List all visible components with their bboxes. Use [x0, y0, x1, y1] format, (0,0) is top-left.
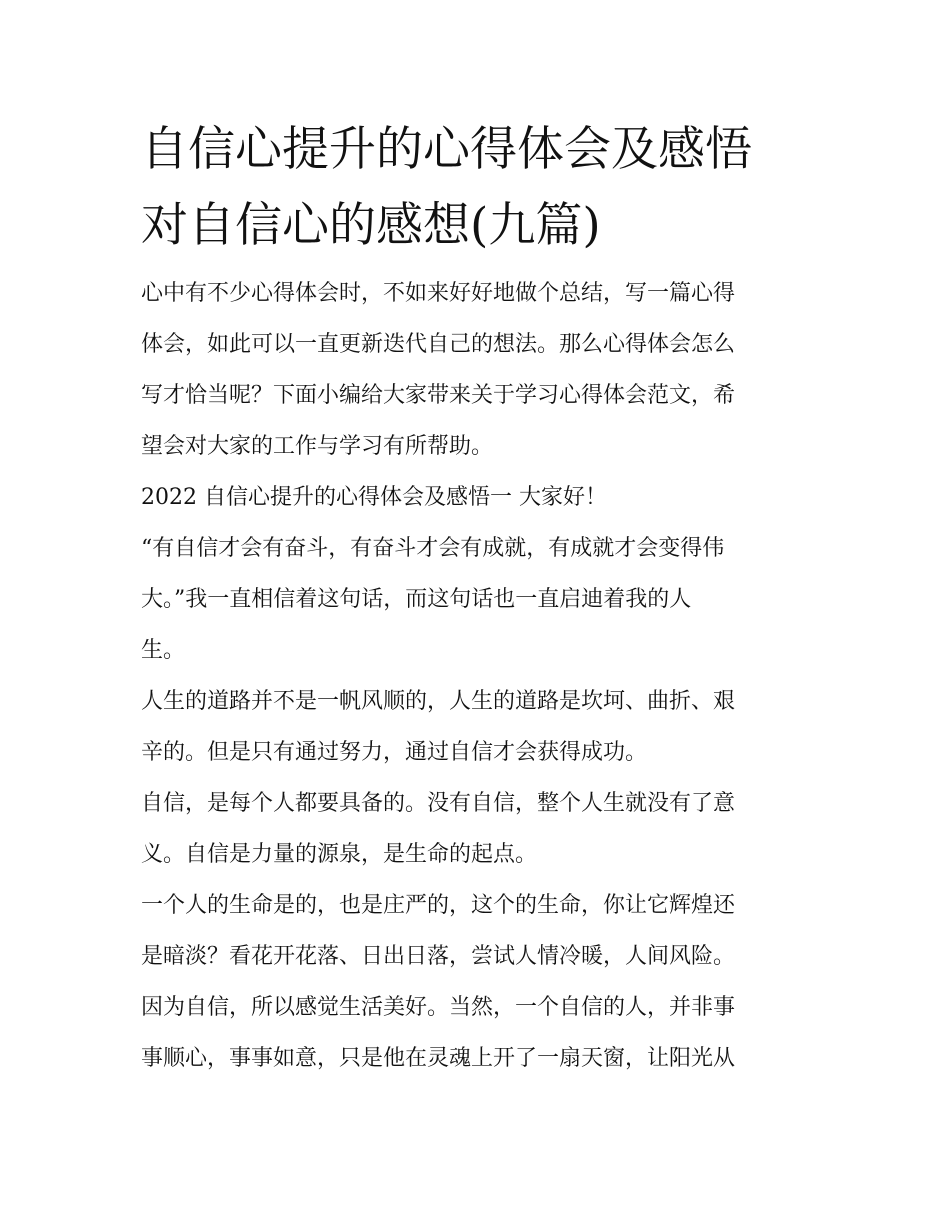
document-title — [141, 112, 813, 264]
text-line: 因为自信，所以感觉生活美好。当然，一个自信的人，并非事 — [141, 995, 736, 1020]
text-line: 写才恰当呢？下面小编给大家带来关于学习心得体会范文，希 — [141, 383, 736, 408]
text-line: 一个人的生命是的，也是庄严的，这个的生命，你让它辉煌还 — [141, 893, 736, 918]
title-line: 自信心提升的心得体会及感悟 — [141, 122, 752, 177]
quote-paragraph — [141, 523, 813, 676]
body-paragraph — [141, 880, 813, 1084]
text-line: 2022 自信心提升的心得体会及感悟一 大家好！ — [141, 485, 607, 510]
text-line: 体会，如此可以一直更新迭代自己的想法。那么心得体会怎么 — [141, 332, 736, 357]
body-paragraph — [141, 676, 813, 778]
text-line: 心中有不少心得体会时，不如来好好地做个总结，写一篇心得 — [141, 281, 736, 306]
text-line: 是暗淡？看花开花落、日出日落，尝试人情冷暖，人间风险。 — [141, 944, 736, 969]
text-line: 大。”我一直相信着这句话，而这句话也一直启迪着我的人 — [141, 587, 692, 612]
text-line: 望会对大家的工作与学习有所帮助。 — [141, 434, 494, 459]
text-line: “有自信才会有奋斗，有奋斗才会有成就，有成就才会变得伟 — [141, 536, 725, 561]
text-line: 义。自信是力量的源泉，是生命的起点。 — [141, 842, 538, 867]
title-line: 对自信心的感想(九篇) — [141, 198, 601, 253]
text-line: 自信，是每个人都要具备的。没有自信，整个人生就没有了意 — [141, 791, 736, 816]
document-body — [141, 112, 813, 1084]
body-paragraph — [141, 778, 813, 880]
intro-paragraph — [141, 268, 813, 472]
section-heading-paragraph — [141, 472, 813, 523]
text-line: 人生的道路并不是一帆风顺的，人生的道路是坎坷、曲折、艰 — [141, 689, 736, 714]
text-line: 生。 — [141, 638, 186, 663]
text-line: 辛的。但是只有通过努力，通过自信才会获得成功。 — [141, 740, 648, 765]
text-line: 事顺心，事事如意，只是他在灵魂上开了一扇天窗，让阳光从 — [141, 1046, 736, 1071]
